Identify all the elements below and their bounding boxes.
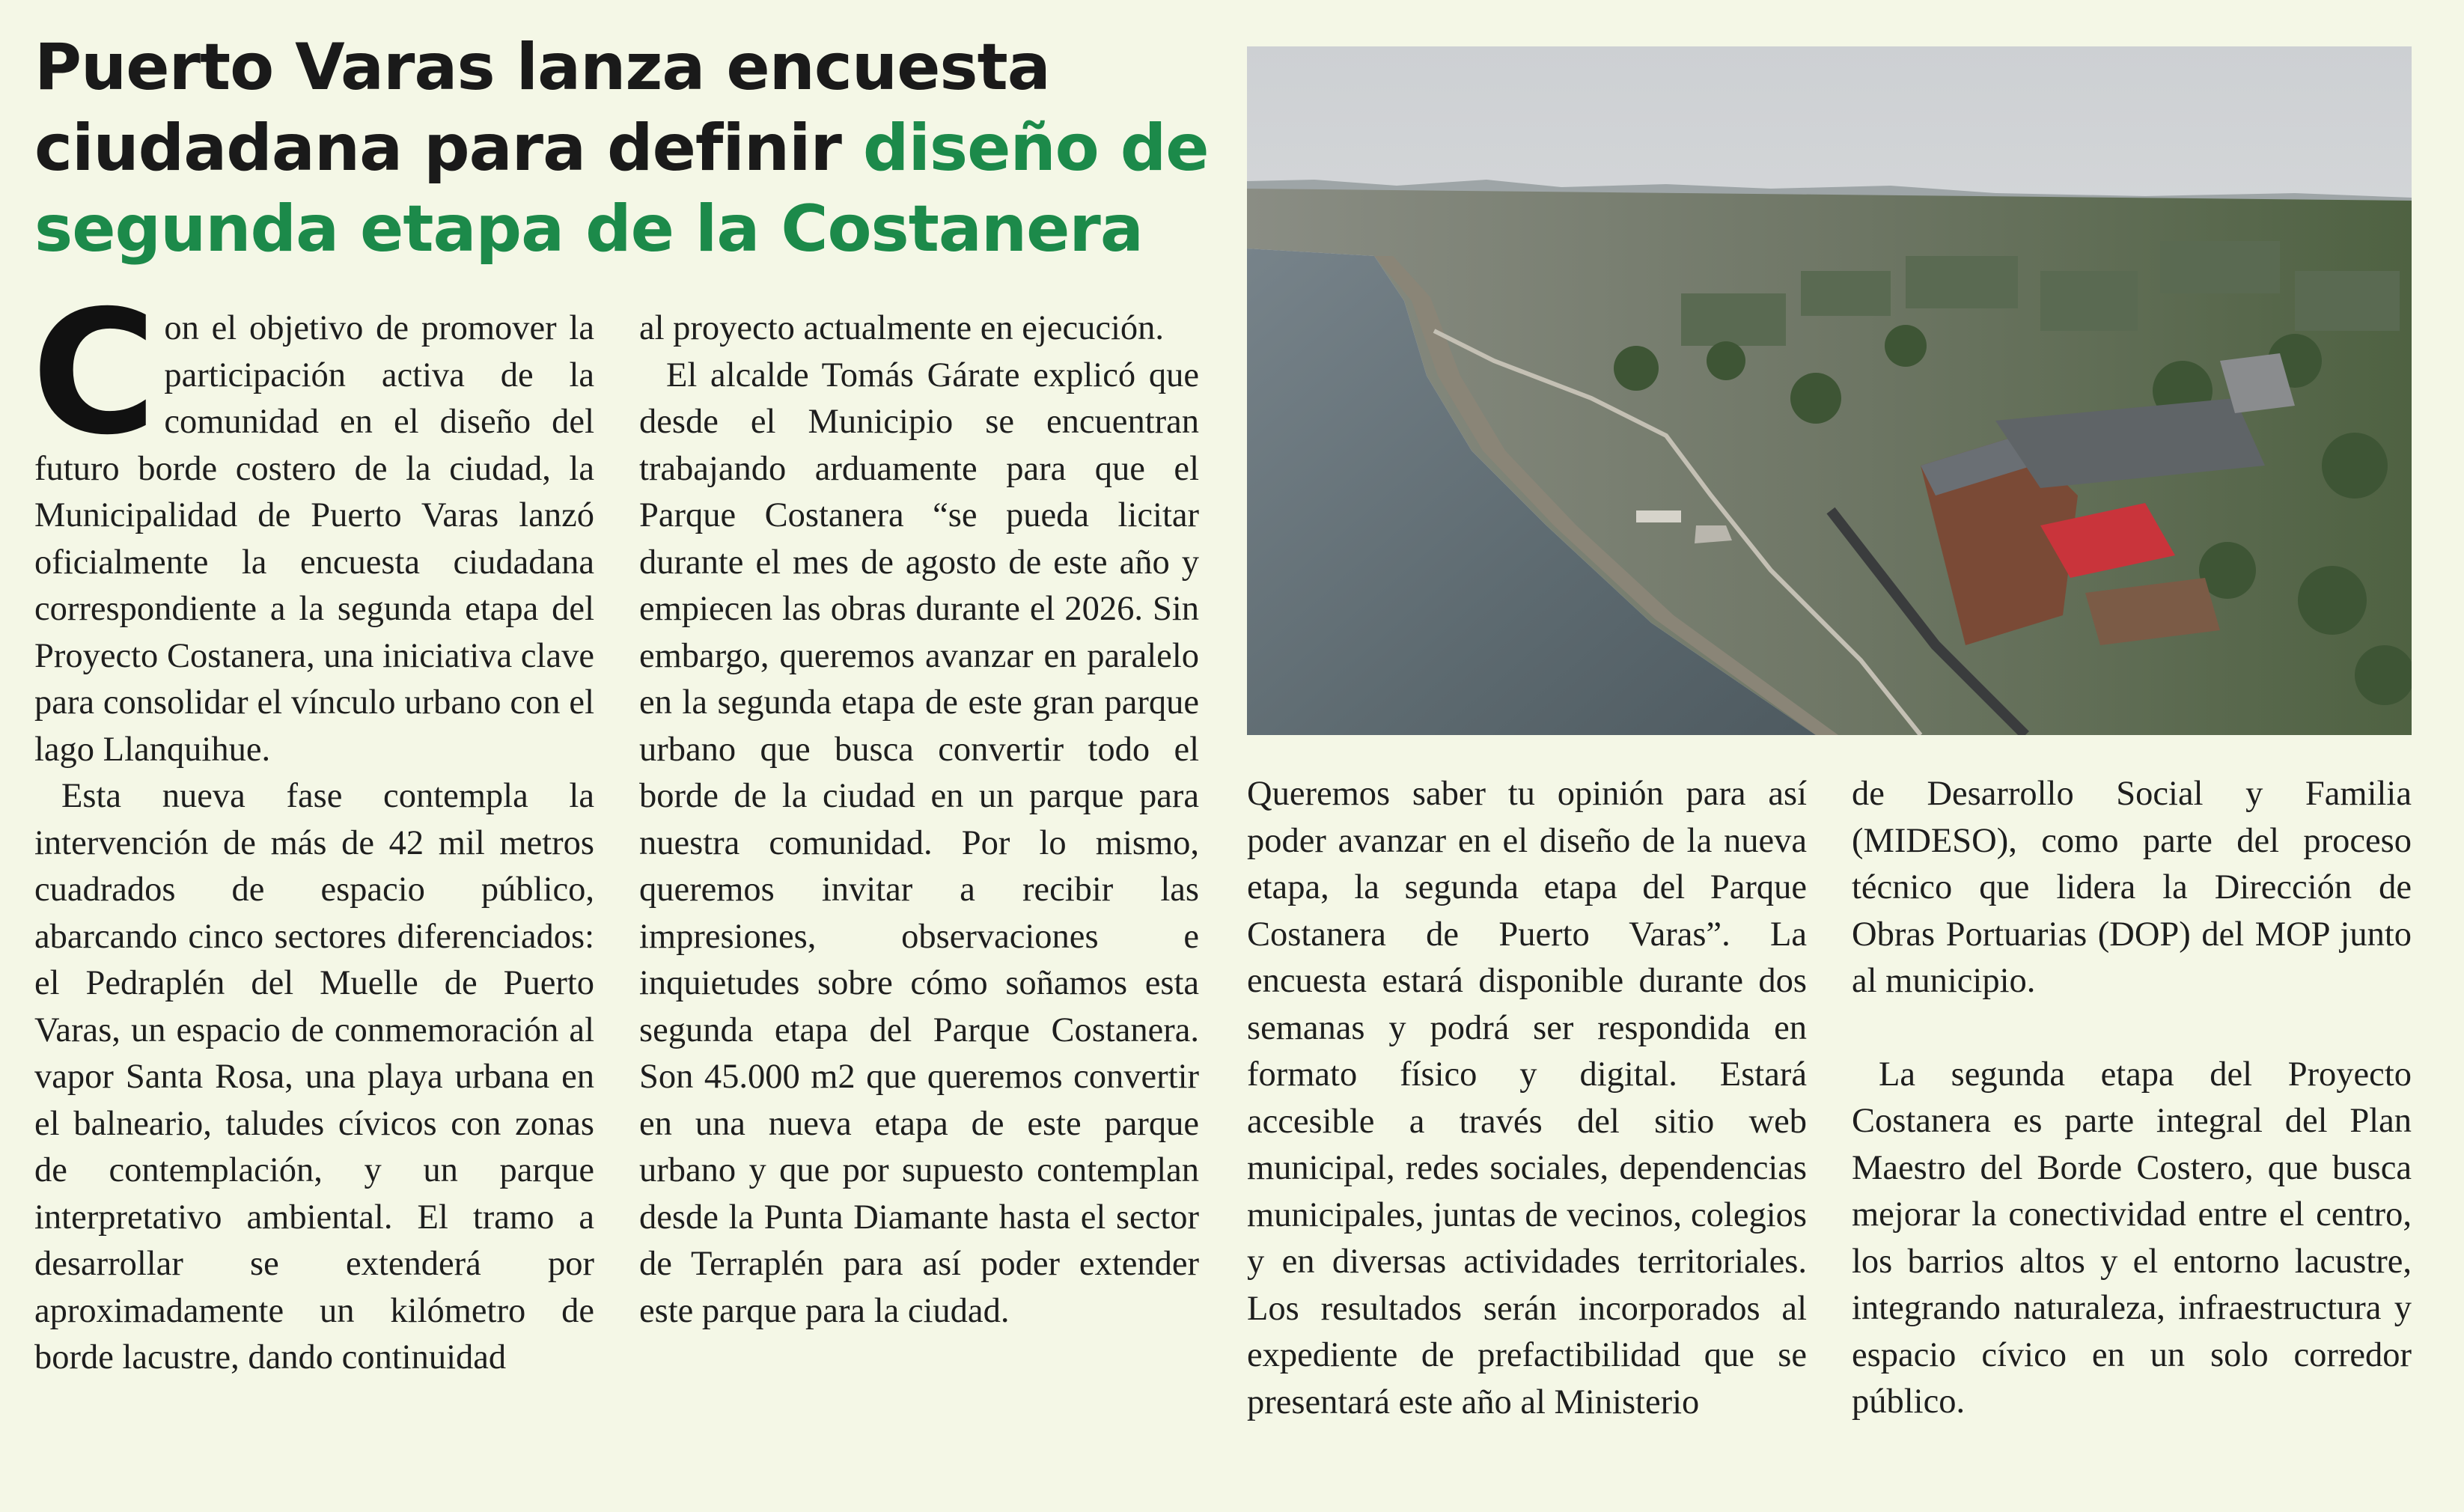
headline-highlight: diseño de segunda etapa de la Costanera: [34, 111, 1209, 266]
paragraph: de Desarrollo Social y Familia (MIDESO), como parte del proceso técnico que lidera la Dirección de Obras Portuarias (DOP) del MOP junto al municipio.: [1852, 775, 2412, 1000]
article-column-4: [1852, 771, 2412, 1426]
aerial-photo-puerto-varas: [1247, 46, 2412, 735]
paragraph-intro-text: on el objetivo de promover la participación activa de la comunidad en el diseño del futuro borde costero de la ciudad, la Municipalidad de Puerto Varas lanzó oficialmente la encuesta ciudadana correspondiente a la segunda etapa del Proyecto Costanera, una iniciativa clave para consolidar el vínculo urbano con el lago Llanquihue.: [34, 309, 594, 769]
paragraph: al proyecto actualmente en ejecución.: [639, 309, 1165, 347]
paragraph: Queremos saber tu opinión para así poder avanzar en el diseño de la nueva etapa, la segunda etapa del Parque Costanera de Puerto Varas”. La encuesta estará disponible durante dos semanas y podrá ser respondida en formato físico y digital. Estará accesible a través del sitio web municipal, redes sociales, dependencias municipales, juntas de vecinos, colegios y en diversas actividades territoriales. Los resultados serán incorporados al expediente de prefactibilidad que se presentará este año al Ministerio: [1247, 775, 1807, 1421]
paragraph: La segunda etapa del Proyecto Costanera es parte integral del Plan Maestro del Borde Costero, que busca mejorar la conectividad entre el centro, los barrios altos y el entorno lacustre, integrando naturaleza, infraestructura y espacio cívico en un solo corredor público.: [1852, 1055, 2412, 1421]
headline-main: Puerto Varas lanza encuesta ciudadana para definir: [34, 30, 1050, 186]
drop-cap: C: [31, 273, 157, 472]
article-column-3: [1247, 771, 1807, 1426]
article-column-1: [31, 273, 594, 1382]
paragraph-intro: [31, 273, 594, 773]
headline: [34, 27, 1217, 269]
paragraph: Esta nueva fase contempla la intervención de más de 42 mil metros cuadrados de espacio público, abarcando cinco sectores diferenciados: el Pedraplén del Muelle de Puerto Varas, un espacio de conmemoración al vapor Santa Rosa, una playa urbana en el balneario, taludes cívicos con zonas de contemplación, y un parque interpretativo ambiental. El tramo a desarrollar se extenderá por aproximadamente un kilómetro de borde lacustre, dando continuidad: [34, 777, 594, 1377]
article-column-2: [639, 305, 1199, 1335]
paragraph: El alcalde Tomás Gárate explicó que desde el Municipio se encuentran trabajando arduamente para que el Parque Costanera “se pueda licitar durante el mes de agosto de este año y empiecen las obras durante el 2026. Sin embargo, queremos avanzar en paralelo en la segunda etapa de este gran parque urbano que busca convertir todo el borde de la ciudad en un parque para nuestra comunidad. Por lo mismo, queremos invitar a recibir las impresiones, observaciones e inquietudes sobre cómo soñamos esta segunda etapa del Parque Costanera. Son 45.000 m2 que queremos convertir en una nueva etapa de este parque urbano y que por supuesto contemplan desde la Punta Diamante hasta el sector de Terraplén para así poder extender este parque para la ciudad.: [639, 356, 1199, 1330]
